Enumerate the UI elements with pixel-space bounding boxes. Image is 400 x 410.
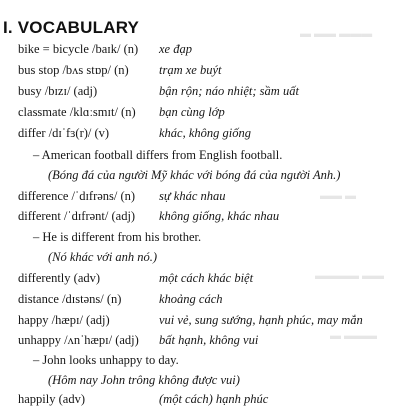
vocab-translation: khác, không giống [159,126,251,140]
vocab-entry [0,189,400,207]
vocab-entry [0,42,400,60]
vocab-translation: khoảng cách [159,292,223,306]
vocab-translation: một cách khác biệt [159,271,254,285]
vocab-term: unhappy /ʌnˈhæpɪ/ (adj) [18,333,139,347]
example-sentence: – John looks unhappy to day. [33,353,179,367]
vocab-term: bike = bicycle /baɪk/ (n) [18,42,139,56]
vocab-translation: sự khác nhau [159,189,226,203]
section-title: I. VOCABULARY [3,18,140,37]
vocab-entry [0,63,400,81]
vocab-translation: bất hạnh, không vui [159,333,259,347]
vocab-term: distance /dɪstəns/ (n) [18,292,122,306]
vocab-term: bus stop /bʌs stɒp/ (n) [18,63,129,77]
vocab-entry [0,126,400,144]
vocab-translation: không giống, khác nhau [159,209,280,223]
vocab-entry [0,292,400,310]
vocab-entry [0,392,400,410]
vocab-translation: xe đạp [159,42,192,56]
vocab-entry [0,313,400,331]
example-sentence: – He is different from his brother. [33,230,202,244]
vocab-entry [0,271,400,289]
vocab-term: happily (adv) [18,392,85,406]
vocab-term: differently (adv) [18,271,101,285]
example-sentence: – American football differs from English football. [33,148,283,162]
vocab-translation: (một cách) hạnh phúc [159,392,269,406]
vocab-translation: vui vẻ, sung sướng, hạnh phúc, may mắn [159,313,363,327]
vocab-term: happy /hæpɪ/ (adj) [18,313,110,327]
vocab-term: classmate /klɑːsmɪt/ (n) [18,105,136,119]
vocab-term: differ /dɪˈfɜ(r)/ (v) [18,126,110,140]
vocab-translation: bận rộn; náo nhiệt; sầm uất [159,84,299,98]
vocab-translation: trạm xe buýt [159,63,222,77]
vocab-translation: bạn cùng lớp [159,105,225,119]
vocab-entry [0,333,400,351]
vocab-entry [0,209,400,227]
vocab-term: busy /bɪzɪ/ (adj) [18,84,98,98]
vocab-term: difference /ˈdɪfrəns/ (n) [18,189,136,203]
vocab-term: different /ˈdɪfrənt/ (adj) [18,209,136,223]
example-translation: (Nó khác với anh nó.) [48,250,158,264]
example-translation: (Hôm nay John trông không được vui) [48,373,240,387]
example-translation: (Bóng đá của người Mỹ khác với bóng đá của người Anh.) [48,168,341,182]
vocab-entry [0,105,400,123]
vocab-entry [0,84,400,102]
